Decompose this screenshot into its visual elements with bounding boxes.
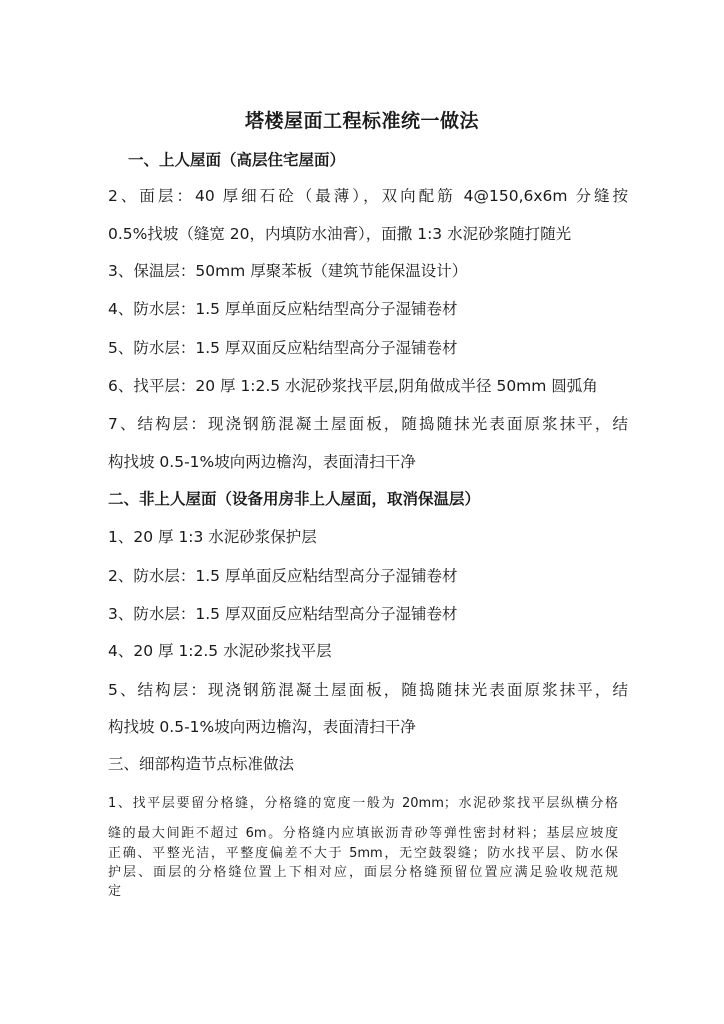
section1-item-5: 5、防水层：1.5 厚双面反应粘结型高分子湿铺卷材 — [108, 339, 458, 357]
section2-item-1: 1、20 厚 1:3 水泥砂浆保护层 — [108, 528, 317, 546]
section1-item-3: 3、保温层：50mm 厚聚苯板（建筑节能保温设计） — [108, 262, 468, 280]
section1-item-7a: 7、结构层：现浇钢筋混凝土屋面板，随捣随抹光表面原浆抹平，结 — [108, 415, 628, 433]
section3-heading: 三、细部构造节点标准做法 — [108, 755, 295, 773]
section1-item-6: 6、找平层：20 厚 1:2.5 水泥砂浆找平层,阴角做成半径 50mm 圆弧角 — [108, 377, 598, 395]
section2-item-3: 3、防水层：1.5 厚双面反应粘结型高分子湿铺卷材 — [108, 605, 458, 623]
section2-heading: 二、非上人屋面（设备用房非上人屋面，取消保温层） — [108, 490, 481, 508]
section3-item-1c: 正确、平整光洁，平整度偏差不大于 5mm，无空鼓裂缝；防水找平层、防水保 — [108, 846, 618, 861]
section1-item-4: 4、防水层：1.5 厚单面反应粘结型高分子湿铺卷材 — [108, 300, 458, 318]
section3-item-1d: 护层、面层的分格缝位置上下相对应，面层分格缝预留位置应满足验收规范规 — [108, 865, 618, 880]
document-title: 塔楼屋面工程标准统一做法 — [244, 110, 479, 132]
section1-item-2b: 0.5%找坡（缝宽 20，内填防水油膏），面撒 1:3 水泥砂浆随打随光 — [108, 225, 572, 243]
section1-item-7b: 构找坡 0.5-1%坡向两边檐沟，表面清扫干净 — [108, 453, 416, 471]
section2-item-4: 4、20 厚 1:2.5 水泥砂浆找平层 — [108, 642, 332, 660]
section3-item-1a: 1、找平层要留分格缝，分格缝的宽度一般为 20mm；水泥砂浆找平层纵横分格 — [108, 796, 618, 811]
section2-item-5b: 构找坡 0.5-1%坡向两边檐沟，表面清扫干净 — [108, 718, 416, 736]
section1-heading: 一、上人屋面（高层住宅屋面） — [128, 151, 346, 169]
section2-item-2: 2、防水层：1.5 厚单面反应粘结型高分子湿铺卷材 — [108, 567, 458, 585]
section3-item-1e: 定 — [108, 884, 122, 899]
section3-item-1b: 缝的最大间距不超过 6m。分格缝内应填嵌沥青砂等弹性密封材料；基层应坡度 — [108, 826, 618, 841]
section1-item-2a: 2、面层：40 厚细石砼（最薄），双向配筋 4@150,6x6m 分缝按 — [108, 187, 628, 205]
section2-item-5a: 5、结构层：现浇钢筋混凝土屋面板，随捣随抹光表面原浆抹平，结 — [108, 681, 628, 699]
